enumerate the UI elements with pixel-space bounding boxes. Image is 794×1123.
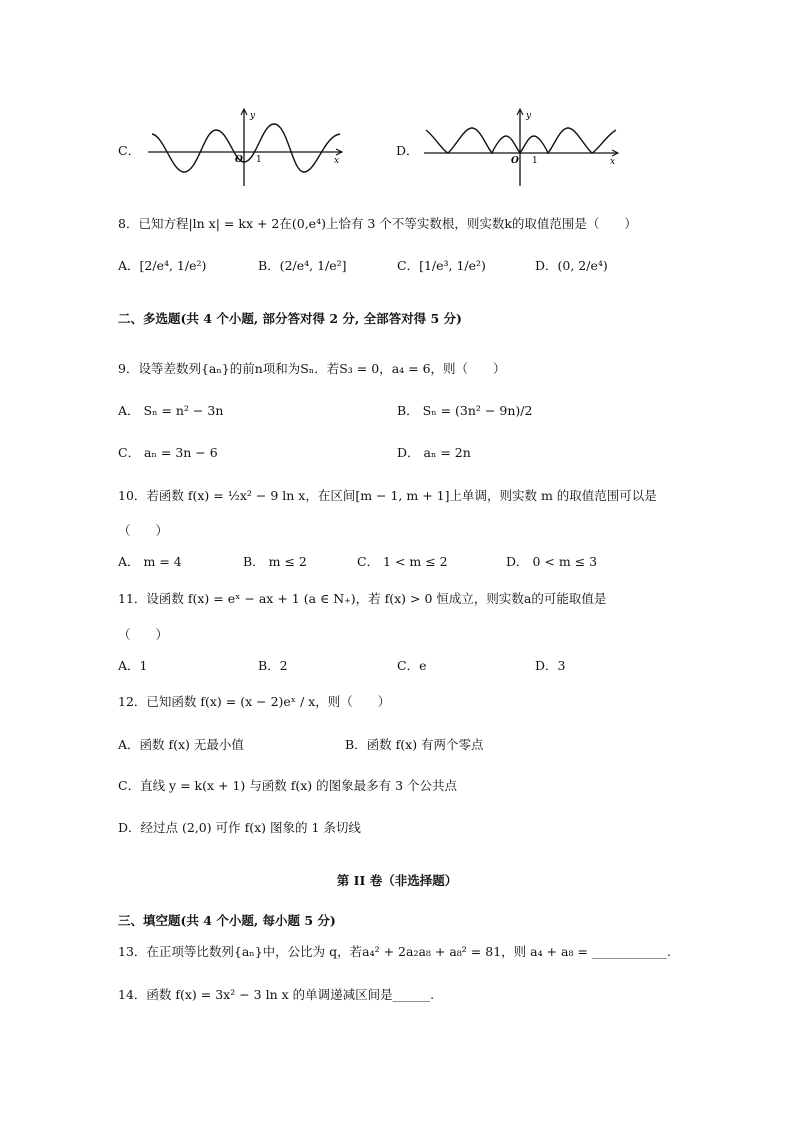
curve-c <box>152 124 340 172</box>
origin-label: O <box>511 156 519 166</box>
question-11-option-b: B．2 <box>258 658 288 673</box>
question-12-stem: 12．已知函数 f(x) = (x − 2)eˣ / x，则（ ） <box>118 694 391 709</box>
question-10-option-d: D． 0 < m ≤ 3 <box>506 554 598 569</box>
question-12-option-c: C．直线 y = k(x + 1) 与函数 f(x) 的图象最多有 3 个公共点 <box>118 778 458 793</box>
question-10-paren: （ ） <box>118 523 169 538</box>
option-d-label: D． <box>396 143 419 158</box>
question-11-stem: 11．设函数 f(x) = eˣ − ax + 1 (a ∈ N₊)，若 f(x) > 0 恒成立，则实数a的可能取值是 <box>118 591 607 606</box>
part-2-title: 第 II 卷（非选择题） <box>336 873 458 888</box>
question-10-option-c: C． 1 < m ≤ 2 <box>357 554 448 569</box>
question-14: 14．函数 f(x) = 3x² − 3 ln x 的单调递减区间是______. <box>118 987 435 1002</box>
axis-x-label: x <box>334 156 340 166</box>
question-11-option-c: C．e <box>397 658 427 673</box>
question-9-stem: 9．设等差数列{aₙ}的前n项和为Sₙ．若S₃ = 0，a₄ = 6，则（ ） <box>118 361 506 376</box>
question-13: 13．在正项等比数列{aₙ}中，公比为 q，若a₄² + 2a₂a₈ + a₈² = 81，则 a₄ + a₈ = ____________. <box>118 944 671 959</box>
question-11-paren: （ ） <box>118 627 169 642</box>
tick-one-label: 1 <box>256 155 262 165</box>
question-12-option-b: B．函数 f(x) 有两个零点 <box>345 737 484 752</box>
question-9-option-c: C． aₙ = 3n − 6 <box>118 445 218 460</box>
origin-label: O <box>235 155 243 165</box>
question-8-option-c: C．[1/e³, 1/e²) <box>397 258 486 273</box>
question-9-option-d: D． aₙ = 2n <box>397 445 471 460</box>
axis-x-label: x <box>610 157 616 167</box>
question-9-option-b: B． Sₙ = (3n² − 9n)/2 <box>397 403 533 418</box>
question-8-option-a: A．[2/e⁴, 1/e²) <box>118 258 207 273</box>
question-8-option-d: D．(0, 2/e⁴) <box>535 258 608 273</box>
question-11-option-a: A．1 <box>118 658 148 673</box>
question-12-option-d: D．经过点 (2,0) 可作 f(x) 图象的 1 条切线 <box>118 820 361 835</box>
question-11-option-d: D．3 <box>535 658 566 673</box>
question-12-option-a: A．函数 f(x) 无最小值 <box>118 737 244 752</box>
graph-option-d <box>422 106 622 188</box>
curve-d <box>426 128 616 153</box>
question-9-option-a: A． Sₙ = n² − 3n <box>118 403 224 418</box>
question-8-stem: 8．已知方程|ln x| = kx + 2在(0,e⁴)上恰有 3 个不等实数根，则实数k的取值范围是（ ） <box>118 216 637 231</box>
tick-one-label: 1 <box>532 156 538 166</box>
section-3-heading: 三、填空题(共 4 个小题, 每小题 5 分) <box>118 913 336 928</box>
section-2-heading: 二、多选题(共 4 个小题, 部分答对得 2 分, 全部答对得 5 分) <box>118 311 462 326</box>
question-8-option-b: B．(2/e⁴, 1/e²] <box>258 258 347 273</box>
question-10-stem: 10．若函数 f(x) = ½x² − 9 ln x，在区间[m − 1, m + 1]上单调，则实数 m 的取值范围可以是 <box>118 488 657 503</box>
option-c-label: C． <box>118 143 141 158</box>
question-10-option-a: A． m = 4 <box>118 554 182 569</box>
axis-y-label: y <box>250 111 256 121</box>
graph-option-c <box>146 106 346 188</box>
axis-y-label: y <box>526 111 532 121</box>
question-10-option-b: B． m ≤ 2 <box>243 554 307 569</box>
